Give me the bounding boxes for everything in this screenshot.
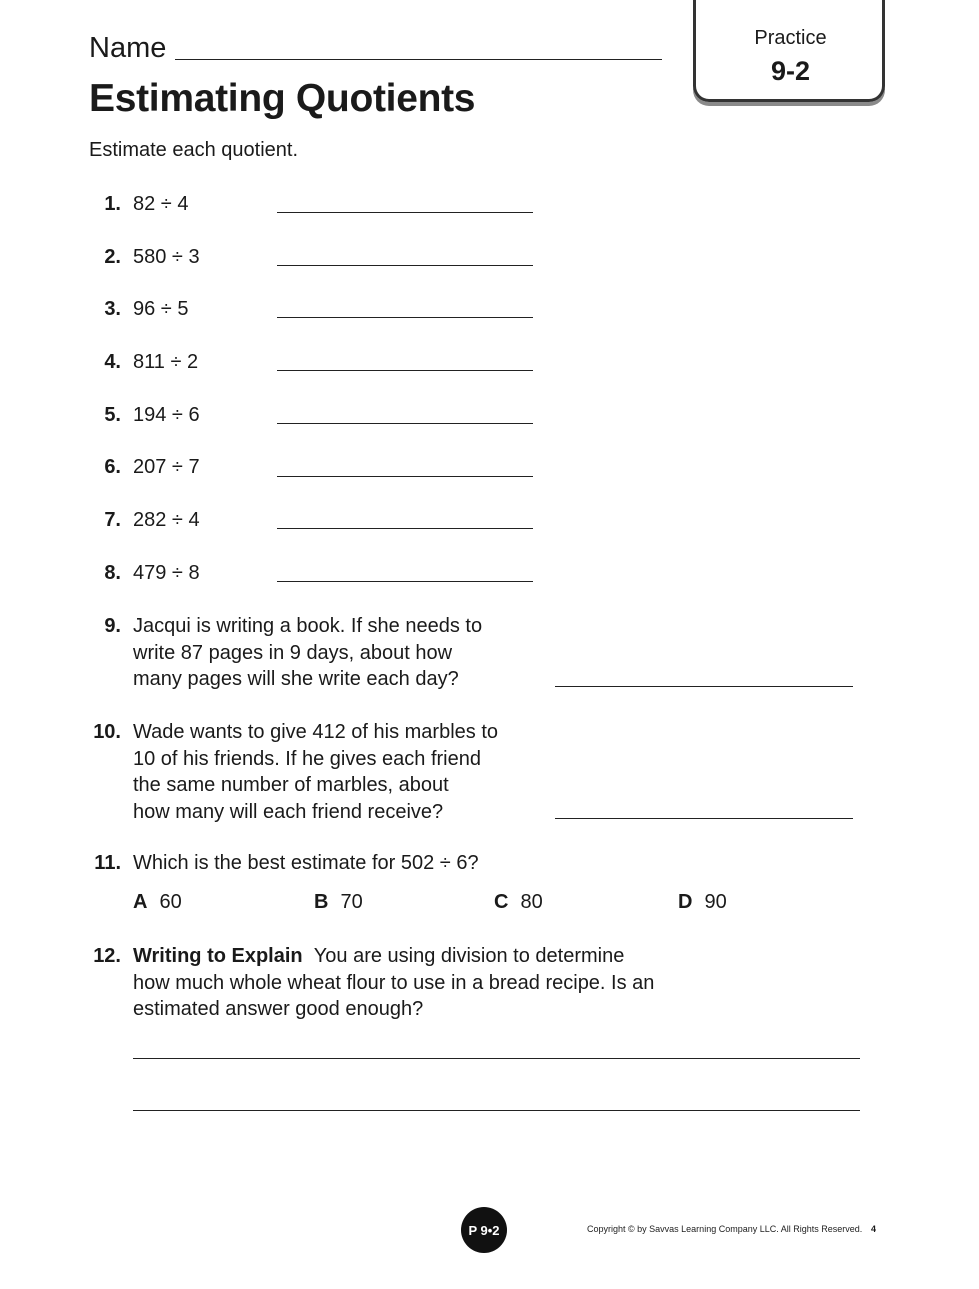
problem-heading: Writing to Explain bbox=[133, 945, 303, 967]
answer-line-6[interactable] bbox=[277, 476, 533, 477]
problem-2 bbox=[104, 244, 200, 271]
option-d[interactable] bbox=[678, 889, 727, 915]
answer-line-1[interactable] bbox=[277, 212, 533, 213]
option-value: 90 bbox=[704, 891, 727, 913]
problem-6 bbox=[104, 454, 200, 481]
writing-line-2[interactable] bbox=[133, 1110, 860, 1111]
problem-10 bbox=[93, 719, 498, 825]
option-value: 70 bbox=[340, 891, 363, 913]
answer-line-10[interactable] bbox=[555, 818, 853, 819]
option-value: 60 bbox=[159, 891, 182, 913]
problem-text: 580 ÷ 3 bbox=[133, 246, 200, 268]
problem-text-line: Jacqui is writing a book. If she needs to bbox=[133, 615, 483, 637]
problem-text-line: write 87 pages in 9 days, about how bbox=[133, 641, 453, 664]
problem-number: 11. bbox=[94, 852, 121, 874]
instructions: Estimate each quotient. bbox=[89, 139, 299, 161]
problem-number: 10. bbox=[93, 721, 121, 743]
page-number: 4 bbox=[871, 1224, 877, 1234]
page-title: Estimating Quotients bbox=[89, 77, 476, 120]
answer-line-9[interactable] bbox=[555, 686, 853, 687]
problem-text-line: You are using division to determine bbox=[313, 945, 625, 967]
problem-number: 6. bbox=[104, 456, 121, 478]
problem-text-line: how much whole wheat flour to use in a bread recipe. Is an bbox=[133, 971, 655, 994]
problem-8 bbox=[104, 560, 200, 587]
answer-line-2[interactable] bbox=[277, 265, 533, 266]
option-b[interactable] bbox=[314, 889, 363, 915]
problem-5 bbox=[104, 402, 200, 429]
problem-7 bbox=[104, 507, 200, 534]
problem-number: 5. bbox=[104, 404, 121, 426]
name-input-line[interactable] bbox=[175, 59, 662, 60]
option-value: 80 bbox=[520, 891, 543, 913]
problem-text: 194 ÷ 6 bbox=[133, 404, 200, 426]
problem-4 bbox=[104, 349, 199, 376]
problem-text-line: how many will each friend receive? bbox=[133, 800, 444, 823]
problem-1 bbox=[104, 191, 189, 218]
option-c[interactable] bbox=[494, 889, 543, 915]
option-letter: A bbox=[133, 891, 148, 913]
page-badge: P 9•2 bbox=[461, 1207, 507, 1253]
problem-text: Which is the best estimate for 502 ÷ 6? bbox=[133, 852, 479, 874]
problem-number: 1. bbox=[104, 193, 121, 215]
problem-text-line: estimated answer good enough? bbox=[133, 998, 424, 1020]
problem-9 bbox=[104, 613, 483, 693]
problem-text: 811 ÷ 2 bbox=[133, 351, 199, 373]
answer-line-5[interactable] bbox=[277, 423, 533, 424]
option-letter: D bbox=[678, 891, 693, 913]
problem-12 bbox=[93, 943, 655, 1023]
answer-line-7[interactable] bbox=[277, 528, 533, 529]
answer-line-4[interactable] bbox=[277, 370, 533, 371]
problem-text: 82 ÷ 4 bbox=[133, 193, 189, 215]
problem-text: 479 ÷ 8 bbox=[133, 562, 200, 584]
problem-11 bbox=[94, 850, 479, 877]
problem-number: 8. bbox=[104, 562, 121, 584]
practice-tab-number: 9-2 bbox=[770, 56, 811, 86]
problem-text-line: Wade wants to give 412 of his marbles to bbox=[133, 721, 498, 743]
problem-number: 3. bbox=[104, 298, 121, 320]
problem-text: 207 ÷ 7 bbox=[133, 456, 200, 478]
writing-line-1[interactable] bbox=[133, 1058, 860, 1059]
problem-number: 9. bbox=[104, 615, 121, 637]
copyright-text: Copyright © by Savvas Learning Company LLC. All Rights Reserved. bbox=[587, 1224, 863, 1234]
option-a[interactable] bbox=[133, 889, 182, 915]
problem-text-line: 10 of his friends. If he gives each friend bbox=[133, 747, 481, 770]
problem-text-line: the same number of marbles, about bbox=[133, 774, 449, 796]
problem-3 bbox=[104, 296, 189, 323]
answer-line-3[interactable] bbox=[277, 317, 533, 318]
name-label: Name bbox=[89, 32, 167, 64]
option-letter: B bbox=[314, 891, 329, 913]
problem-text-line: many pages will she write each day? bbox=[133, 668, 459, 690]
problem-number: 2. bbox=[104, 246, 121, 268]
practice-tab-label: Practice bbox=[754, 27, 827, 49]
problem-number: 4. bbox=[104, 351, 121, 373]
problem-text: 282 ÷ 4 bbox=[133, 509, 200, 531]
option-letter: C bbox=[494, 891, 509, 913]
problem-number: 12. bbox=[93, 945, 121, 967]
answer-line-8[interactable] bbox=[277, 581, 533, 582]
problem-text: 96 ÷ 5 bbox=[133, 298, 189, 320]
problem-number: 7. bbox=[104, 509, 121, 531]
